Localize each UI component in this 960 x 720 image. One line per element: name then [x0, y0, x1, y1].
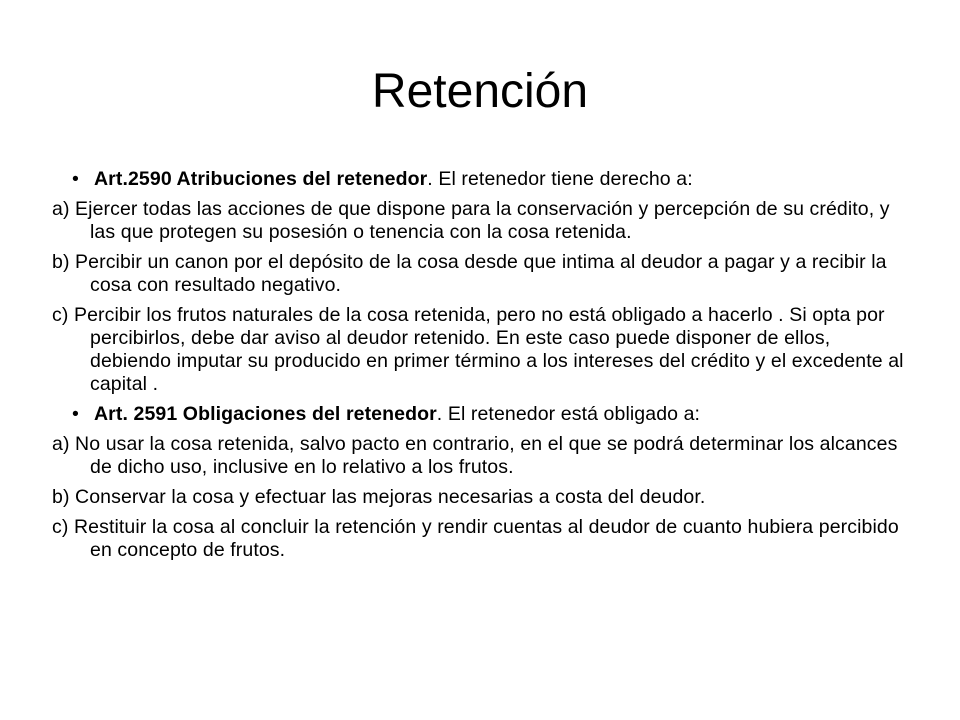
- bullet-dot-icon: •: [72, 168, 79, 190]
- section-2-item-a: a) No usar la cosa retenida, salvo pacto en contrario, en el que se podrá determinar los alcances de dicho uso, inclusive en lo relativo a los frutos.: [52, 433, 898, 478]
- section-2-item-b: b) Conservar la cosa y efectuar las mejoras necesarias a costa del deudor.: [52, 486, 706, 508]
- section-2-rest: . El retenedor está obligado a:: [436, 403, 701, 425]
- slide-content: [52, 168, 912, 569]
- bullet-dot-icon: •: [72, 403, 79, 425]
- section-1-heading: Art.2590 Atribuciones del retenedor: [94, 168, 428, 190]
- section-2-item-c: c) Restituir la cosa al concluir la retención y rendir cuentas al deudor de cuanto hubiera percibido en concepto de frutos.: [52, 516, 899, 561]
- section-1-rest: . El retenedor tiene derecho a:: [427, 168, 693, 190]
- section-1-item-a: a) Ejercer todas las acciones de que dispone para la conservación y percepción de su crédito, y las que protegen su posesión o tenencia con la cosa retenida.: [52, 198, 890, 243]
- section-1-item-b: b) Percibir un canon por el depósito de la cosa desde que intima al deudor a pagar y a recibir la cosa con resultado negativo.: [52, 251, 887, 296]
- slide-title: Retención: [371, 65, 589, 118]
- section-1-item-c: c) Percibir los frutos naturales de la cosa retenida, pero no está obligado a hacerlo . Si opta por percibirlos, debe dar aviso al deudor retenido. En este caso puede disponer de ellos, debiendo imputar su producido en primer término a los intereses del crédito y el excedente al capital .: [52, 304, 904, 395]
- bullet-section-1: [52, 168, 912, 191]
- section-2-heading: Art. 2591 Obligaciones del retenedor: [94, 403, 437, 425]
- bullet-section-2: [52, 403, 912, 426]
